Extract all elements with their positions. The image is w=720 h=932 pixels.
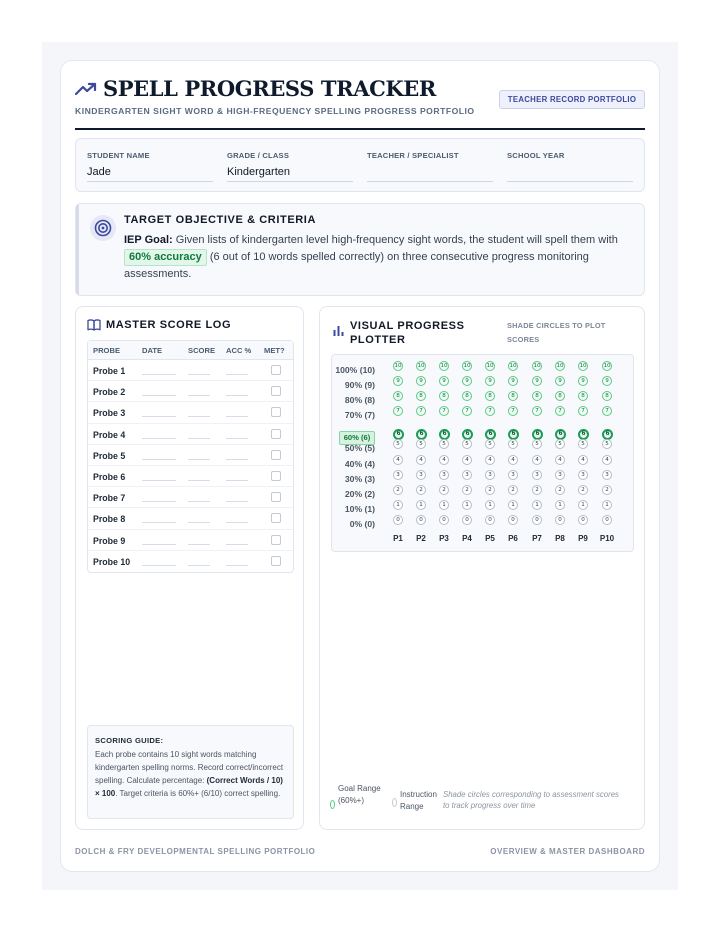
plot-circle[interactable]: 10: [603, 363, 611, 369]
accuracy-input[interactable]: [226, 544, 248, 545]
plot-circle[interactable]: 0: [393, 515, 403, 525]
plot-circle[interactable]: 1: [508, 500, 518, 510]
plot-circle[interactable]: 7: [439, 406, 449, 416]
accuracy-input[interactable]: [226, 522, 248, 523]
goal-text-before: Given lists of kindergarten level high-frequency sight words, the student will spell them with: [172, 234, 618, 246]
plot-circle[interactable]: 4: [555, 455, 565, 465]
x-label: P1: [393, 534, 403, 543]
objective-title: TARGET OBJECTIVE & CRITERIA: [124, 214, 317, 226]
date-input[interactable]: [142, 395, 176, 396]
table-header: [88, 341, 293, 360]
plot-circle[interactable]: 4: [462, 455, 472, 465]
table-row: [88, 466, 293, 487]
plot-circle[interactable]: 2: [485, 485, 495, 495]
plot-circle[interactable]: 5: [462, 439, 472, 449]
y-label: 70% (7): [344, 410, 375, 420]
legend-note: Shade circles corresponding to assessment scores to track progress over time: [443, 790, 619, 810]
plot-circle[interactable]: 1: [555, 500, 565, 510]
probe-label: Probe 2: [93, 387, 126, 398]
plot-circle[interactable]: 2: [439, 485, 449, 495]
plot-circle[interactable]: 8: [532, 391, 542, 401]
plot-circle[interactable]: 10: [440, 363, 448, 369]
field-label: TEACHER / SPECIALIST: [367, 151, 459, 160]
accuracy-input[interactable]: [226, 374, 248, 375]
field-label: STUDENT NAME: [87, 151, 150, 160]
x-label: P5: [485, 534, 495, 543]
plot-circle[interactable]: 9: [532, 376, 542, 386]
col-acc: ACC %: [226, 346, 252, 355]
plot-circle[interactable]: 4: [416, 455, 426, 465]
plot-circle[interactable]: 5: [532, 439, 542, 449]
accuracy-input[interactable]: [226, 480, 248, 481]
probe-label: Probe 8: [93, 514, 126, 525]
plot-circle[interactable]: 2: [602, 485, 612, 495]
y-label: 90% (9): [344, 380, 375, 390]
plot-circle[interactable]: 4: [578, 455, 588, 465]
trending-up-icon: [75, 82, 97, 96]
probe-label: Probe 4: [93, 429, 126, 440]
plotter-title-line1: VISUAL PROGRESS: [350, 320, 465, 332]
date-input[interactable]: [142, 416, 176, 417]
plot-circle[interactable]: 1: [416, 500, 426, 510]
x-label: P10: [599, 534, 615, 543]
footer-left: DOLCH & FRY DEVELOPMENTAL SPELLING PORTFOLIO: [75, 847, 316, 856]
score-input[interactable]: [188, 416, 210, 417]
accuracy-input[interactable]: [226, 438, 248, 439]
page-title: SPELL PROGRESS TRACKER: [103, 76, 436, 101]
plot-circle[interactable]: 9: [462, 376, 472, 386]
plot-circle[interactable]: 6: [578, 429, 589, 440]
plot-circle[interactable]: 7: [532, 406, 542, 416]
score-input[interactable]: [188, 438, 210, 439]
met-checkbox[interactable]: [271, 365, 281, 375]
goal-lead: IEP Goal:: [124, 234, 173, 246]
progress-plot-grid: [331, 354, 634, 552]
probe-label: Probe 1: [93, 366, 126, 376]
table-row: [88, 530, 293, 551]
teacher-value[interactable]: [367, 166, 493, 182]
accuracy-input[interactable]: [226, 565, 248, 566]
plot-circle[interactable]: 7: [602, 406, 612, 416]
plot-circle[interactable]: 3: [555, 470, 565, 480]
plot-circle[interactable]: 6: [462, 429, 473, 440]
plot-circle[interactable]: 9: [602, 376, 612, 386]
plot-circle[interactable]: 2: [508, 485, 518, 495]
x-label: P3: [439, 534, 449, 543]
col-met: MET?: [264, 346, 285, 355]
guide-formula: (Correct Words / 10) × 100: [95, 776, 283, 798]
plot-circle[interactable]: 10: [394, 363, 402, 369]
target-icon: [90, 215, 116, 241]
y-label: 30% (3): [344, 474, 375, 484]
guide-text-end: . Target criteria is 60%+ (6/10) correct spelling.: [115, 789, 281, 798]
plot-circle[interactable]: 1: [439, 500, 449, 510]
score-input[interactable]: [188, 522, 210, 523]
plot-circle[interactable]: 10: [463, 363, 471, 369]
plot-circle[interactable]: 3: [578, 470, 588, 480]
plot-circle[interactable]: 4: [508, 455, 518, 465]
plot-circle[interactable]: 3: [439, 470, 449, 480]
plot-circle[interactable]: 5: [416, 439, 426, 449]
plot-circle[interactable]: 8: [578, 391, 588, 401]
plot-circle[interactable]: 5: [393, 439, 403, 449]
plot-circle[interactable]: 5: [602, 439, 612, 449]
plot-circle[interactable]: 2: [555, 485, 565, 495]
met-checkbox[interactable]: [271, 450, 281, 460]
plotter-title: [350, 319, 465, 347]
plot-circle[interactable]: 0: [416, 515, 426, 525]
col-date: DATE: [142, 346, 163, 355]
accuracy-input[interactable]: [226, 395, 248, 396]
plot-circle[interactable]: 2: [532, 485, 542, 495]
probe-label: Probe 3: [93, 408, 126, 419]
table-row: [88, 508, 293, 529]
score-input[interactable]: [188, 395, 210, 396]
plot-circle[interactable]: 7: [462, 406, 472, 416]
plot-circle[interactable]: 0: [508, 515, 518, 525]
met-checkbox[interactable]: [271, 471, 281, 481]
plot-circle[interactable]: 10: [509, 363, 517, 369]
score-log-title: MASTER SCORE LOG: [106, 319, 232, 331]
guide-text: Each probe contains 10 sight words matching kindergarten spelling norms. Record correct/incorrect spelling. Calculate percentage:: [95, 750, 284, 785]
teacher-field[interactable]: [367, 151, 493, 182]
y-label: 20% (2): [344, 489, 375, 499]
table-row: [88, 551, 293, 572]
plot-circle[interactable]: 7: [555, 406, 565, 416]
plot-circle[interactable]: 7: [416, 406, 426, 416]
plot-circle[interactable]: 0: [439, 515, 449, 525]
plot-circle[interactable]: 9: [578, 376, 588, 386]
plot-circle[interactable]: 6: [393, 429, 404, 440]
plot-circle[interactable]: 4: [393, 455, 403, 465]
plot-circle[interactable]: 0: [462, 515, 472, 525]
plot-circle[interactable]: 2: [393, 485, 403, 495]
visual-progress-plotter-panel: [319, 306, 645, 830]
school-year-field[interactable]: [507, 151, 633, 182]
plot-circle[interactable]: 2: [462, 485, 472, 495]
objective-card: [75, 203, 645, 296]
probe-label: Probe 10: [93, 556, 131, 567]
footer-right: OVERVIEW & MASTER DASHBOARD: [490, 847, 645, 856]
scoring-guide: [87, 725, 294, 819]
plot-circle[interactable]: 0: [602, 515, 612, 525]
field-label: SCHOOL YEAR: [507, 151, 565, 160]
x-label: P9: [578, 534, 588, 543]
plot-circle[interactable]: 10: [556, 363, 564, 369]
date-input[interactable]: [142, 459, 176, 460]
met-checkbox[interactable]: [271, 407, 281, 417]
accuracy-highlight: 60% accuracy: [124, 249, 207, 266]
y-label-goal: 60% (6): [339, 431, 375, 445]
legend-instruction-label: Instruction Range: [400, 790, 437, 811]
plot-circle[interactable]: 10: [417, 363, 425, 369]
plot-circle[interactable]: 9: [485, 376, 495, 386]
plot-circle[interactable]: 9: [508, 376, 518, 386]
plot-circle[interactable]: 6: [485, 429, 496, 440]
plot-circle[interactable]: 3: [393, 470, 403, 480]
score-input[interactable]: [188, 501, 210, 502]
grade-class-field[interactable]: [227, 151, 353, 182]
plot-circle[interactable]: 3: [532, 470, 542, 480]
plot-circle[interactable]: 8: [555, 391, 565, 401]
plot-circle[interactable]: 10: [486, 363, 494, 369]
student-info-card: [75, 138, 645, 192]
bar-chart-icon: [333, 325, 344, 336]
plot-circle[interactable]: 5: [439, 439, 449, 449]
score-input[interactable]: [188, 565, 210, 566]
score-input[interactable]: [188, 459, 210, 460]
x-label: P6: [508, 534, 518, 543]
plot-circle[interactable]: 9: [416, 376, 426, 386]
school-year-value[interactable]: [507, 166, 633, 182]
plot-circle[interactable]: 8: [602, 391, 612, 401]
y-label: 0% (0): [349, 519, 375, 529]
date-input[interactable]: [142, 565, 176, 566]
plot-circle[interactable]: 0: [555, 515, 565, 525]
plot-circle[interactable]: 10: [533, 363, 541, 369]
plot-circle[interactable]: 3: [508, 470, 518, 480]
plot-circle[interactable]: 3: [462, 470, 472, 480]
table-row: [88, 402, 293, 423]
x-label: P7: [532, 534, 542, 543]
plot-circle[interactable]: 4: [602, 455, 612, 465]
plot-circle[interactable]: 6: [508, 429, 519, 440]
instruction-range-swatch: [392, 798, 397, 807]
x-label: P2: [416, 534, 426, 543]
plot-circle[interactable]: 4: [532, 455, 542, 465]
accuracy-input[interactable]: [226, 501, 248, 502]
plot-circle[interactable]: 9: [555, 376, 565, 386]
plot-circle[interactable]: 4: [439, 455, 449, 465]
plot-circle[interactable]: 10: [579, 363, 587, 369]
date-input[interactable]: [142, 501, 176, 502]
date-input[interactable]: [142, 544, 176, 545]
teacher-record-badge: TEACHER RECORD PORTFOLIO: [499, 90, 645, 109]
date-input[interactable]: [142, 480, 176, 481]
grade-class-value[interactable]: Kindergarten: [227, 166, 353, 182]
x-label: P8: [555, 534, 565, 543]
plot-circle[interactable]: 6: [555, 429, 566, 440]
student-name-value[interactable]: Jade: [87, 166, 213, 182]
score-log-table: [87, 340, 294, 573]
plot-circle[interactable]: 8: [416, 391, 426, 401]
plot-circle[interactable]: 3: [416, 470, 426, 480]
accuracy-input[interactable]: [226, 459, 248, 460]
plot-circle[interactable]: 1: [393, 500, 403, 510]
book-open-icon: [87, 319, 101, 331]
plot-circle[interactable]: 5: [508, 439, 518, 449]
plot-circle[interactable]: 1: [602, 500, 612, 510]
met-checkbox[interactable]: [271, 429, 281, 439]
plotter-hint: SHADE CIRCLES TO PLOT SCORES: [507, 321, 606, 344]
plotter-title-line2: PLOTTER: [350, 334, 406, 346]
plot-circle[interactable]: 8: [462, 391, 472, 401]
met-checkbox[interactable]: [271, 535, 281, 545]
plot-circle[interactable]: 7: [485, 406, 495, 416]
plot-circle[interactable]: 7: [393, 406, 403, 416]
probe-label: Probe 7: [93, 493, 126, 504]
plot-circle[interactable]: 0: [532, 515, 542, 525]
header-divider: [75, 128, 645, 130]
plot-circle[interactable]: 2: [416, 485, 426, 495]
probe-label: Probe 6: [93, 471, 126, 482]
field-label: GRADE / CLASS: [227, 151, 290, 160]
plot-circle[interactable]: 1: [578, 500, 588, 510]
plot-circle[interactable]: 5: [578, 439, 588, 449]
table-row: [88, 424, 293, 445]
col-probe: PROBE: [93, 346, 121, 355]
x-label: P4: [462, 534, 472, 543]
col-score: SCORE: [188, 346, 216, 355]
y-label: 100% (10): [335, 365, 375, 375]
goal-text-after: (6 out of 10 words spelled correctly) on three consecutive progress monitoring assessments.: [124, 251, 589, 280]
plot-circle[interactable]: 7: [578, 406, 588, 416]
table-row: [88, 445, 293, 466]
plot-circle[interactable]: 9: [393, 376, 403, 386]
y-label: 80% (8): [344, 395, 375, 405]
page-subtitle: KINDERGARTEN SIGHT WORD & HIGH-FREQUENCY SPELLING PROGRESS PORTFOLIO: [75, 106, 475, 116]
master-score-log-panel: [75, 306, 304, 830]
plot-circle[interactable]: 6: [439, 429, 450, 440]
plot-circle[interactable]: 8: [508, 391, 518, 401]
met-checkbox[interactable]: [271, 556, 281, 566]
plot-circle[interactable]: 3: [602, 470, 612, 480]
score-input[interactable]: [188, 374, 210, 375]
date-input[interactable]: [142, 438, 176, 439]
score-input[interactable]: [188, 544, 210, 545]
student-name-field[interactable]: [87, 151, 213, 182]
objective-text: [124, 232, 634, 283]
date-input[interactable]: [142, 522, 176, 523]
plot-circle[interactable]: 8: [485, 391, 495, 401]
plot-circle[interactable]: 4: [485, 455, 495, 465]
table-row: [88, 381, 293, 402]
table-row: [88, 487, 293, 508]
y-label: 10% (1): [344, 504, 375, 514]
plot-circle[interactable]: 6: [602, 429, 613, 440]
accuracy-input[interactable]: [226, 416, 248, 417]
plot-circle[interactable]: 2: [578, 485, 588, 495]
plot-circle[interactable]: 8: [439, 391, 449, 401]
plot-circle[interactable]: 1: [462, 500, 472, 510]
plot-circle[interactable]: 0: [485, 515, 495, 525]
plot-circle[interactable]: 6: [416, 429, 427, 440]
met-checkbox[interactable]: [271, 492, 281, 502]
plot-circle[interactable]: 8: [393, 391, 403, 401]
y-label: 50% (5): [344, 443, 375, 453]
plot-circle[interactable]: 6: [532, 429, 543, 440]
scoring-guide-title: SCORING GUIDE:: [95, 736, 164, 745]
plot-circle[interactable]: 7: [508, 406, 518, 416]
met-checkbox[interactable]: [271, 513, 281, 523]
goal-range-swatch: [330, 800, 335, 809]
plot-circle[interactable]: 0: [578, 515, 588, 525]
met-checkbox[interactable]: [271, 386, 281, 396]
plot-circle[interactable]: 5: [485, 439, 495, 449]
objective-accent-bar: [76, 204, 79, 295]
plot-circle[interactable]: 3: [485, 470, 495, 480]
plot-circle[interactable]: 9: [439, 376, 449, 386]
plot-circle[interactable]: 1: [485, 500, 495, 510]
plot-circle[interactable]: 1: [532, 500, 542, 510]
probe-label: Probe 9: [93, 535, 126, 546]
date-input[interactable]: [142, 374, 176, 375]
score-input[interactable]: [188, 480, 210, 481]
probe-label: Probe 5: [93, 450, 126, 461]
legend-goal-label: Goal Range (60%+): [338, 784, 381, 805]
table-row: [88, 360, 293, 381]
plot-circle[interactable]: 5: [555, 439, 565, 449]
y-label: 40% (4): [344, 459, 375, 469]
